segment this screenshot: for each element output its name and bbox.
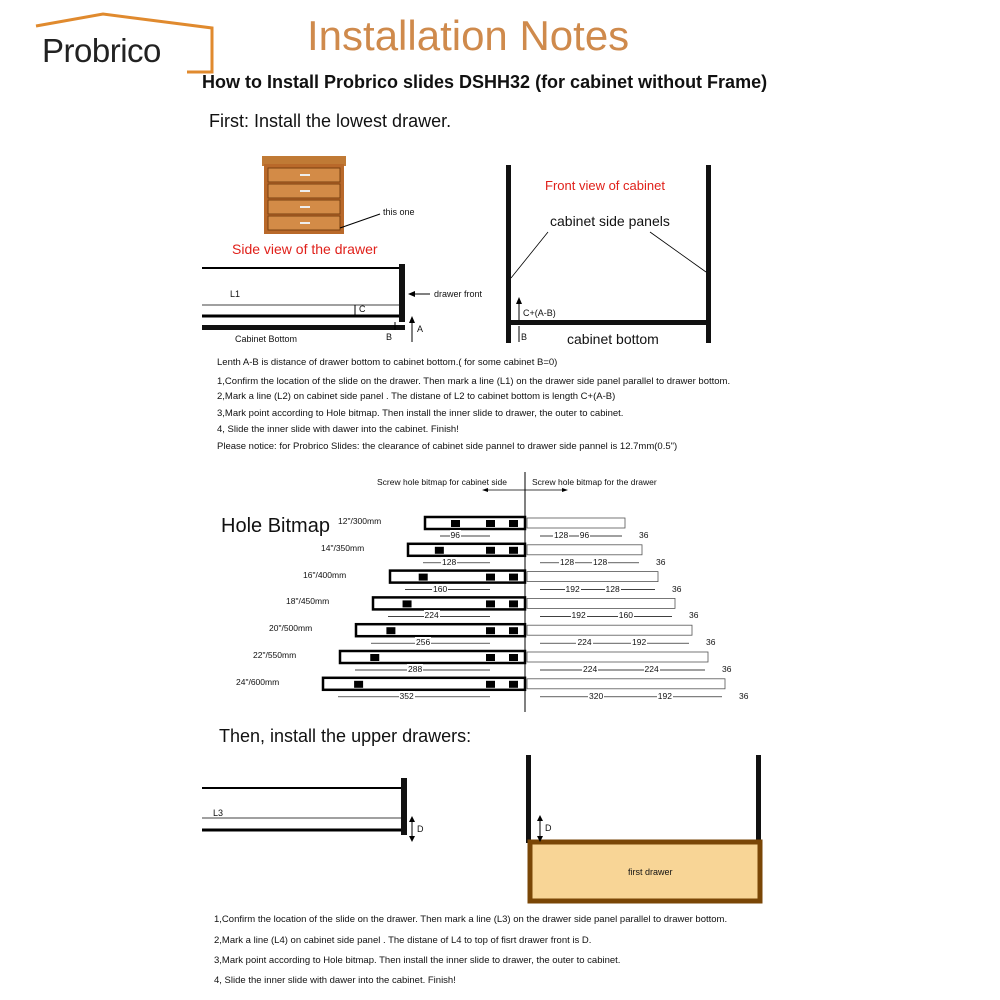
drawer-dimension-end: 36 bbox=[672, 583, 682, 594]
this-one-label: this one bbox=[383, 207, 415, 217]
hole-bitmap-marks bbox=[323, 517, 725, 697]
l3-label: L3 bbox=[213, 808, 224, 818]
front-b-label: B bbox=[521, 332, 528, 342]
cabinet-bitmap-label: Screw hole bitmap for cabinet side bbox=[377, 477, 507, 487]
page-subtitle: How to Install Probrico slides DSHH32 (for cabinet without Frame) bbox=[202, 72, 768, 92]
first-drawer-label: first drawer bbox=[628, 867, 673, 877]
screw-slot bbox=[370, 654, 379, 661]
screw-slot bbox=[486, 627, 495, 634]
c-ab-label: C+(A-B) bbox=[523, 308, 556, 318]
drawer-dimension-1: 192 bbox=[565, 583, 580, 594]
drawer-dimension-2: 224 bbox=[644, 664, 659, 674]
cabinet-dimension: 128 bbox=[442, 556, 457, 567]
l1-label: L1 bbox=[230, 289, 241, 299]
screw-slot bbox=[509, 681, 518, 688]
page-title: Installation Notes bbox=[307, 12, 630, 59]
first-section-heading: First: Install the lowest drawer. bbox=[209, 111, 452, 131]
slide-size-label: 22"/550mm bbox=[253, 650, 297, 660]
upper-note-1: 2,Mark a line (L4) on cabinet side panel . The distane of L4 to top of fisrt drawer front is D. bbox=[214, 935, 592, 946]
screw-slot bbox=[509, 547, 518, 554]
drawer-dimension-1: 224 bbox=[583, 664, 598, 674]
note-5: Please notice: for Probrico Slides: the clearance of cabinet side pannel to drawer side pannel is 12.7mm(0.5") bbox=[217, 441, 678, 452]
drawer-slide bbox=[527, 598, 675, 608]
screw-slot bbox=[486, 547, 495, 554]
hole-bitmap-heading: Hole Bitmap bbox=[221, 515, 330, 537]
upper-note-0: 1,Confirm the location of the slide on the drawer. Then mark a line (L3) on the drawer side panel parallel to drawer bottom. bbox=[214, 914, 728, 925]
drawer-dimension-2: 192 bbox=[657, 690, 672, 701]
drawer-dimension-2: 192 bbox=[632, 637, 647, 648]
side-panels-label: cabinet side panels bbox=[550, 213, 670, 229]
screw-slot bbox=[403, 600, 412, 607]
screw-slot bbox=[486, 681, 495, 688]
drawer-dimension-2: 96 bbox=[579, 530, 590, 540]
screw-slot bbox=[386, 627, 395, 634]
cabinet-dimension: 160 bbox=[433, 583, 448, 594]
drawer-dimension-2: 160 bbox=[618, 610, 633, 621]
drawer-dimension-end: 36 bbox=[722, 664, 732, 674]
note-0: Lenth A-B is distance of drawer bottom to cabinet bottom.( for some cabinet B=0) bbox=[217, 357, 558, 368]
upper-section-heading: Then, install the upper drawers: bbox=[219, 726, 472, 746]
cabinet-dimension: 352 bbox=[399, 690, 414, 701]
drawer-slide bbox=[527, 679, 725, 689]
b-label: B bbox=[386, 332, 393, 342]
cabinet-dimension: 256 bbox=[416, 637, 431, 648]
screw-slot bbox=[486, 574, 495, 581]
screw-slot bbox=[509, 574, 518, 581]
note-3: 3,Mark point according to Hole bitmap. Then install the inner slide to drawer, the outer to cabinet. bbox=[217, 408, 624, 419]
screw-slot bbox=[486, 520, 495, 527]
drawer-dimension-2: 128 bbox=[593, 556, 608, 567]
drawer-dimension-end: 36 bbox=[706, 637, 716, 648]
drawer-dimension-1: 192 bbox=[571, 610, 586, 621]
drawer-slide bbox=[527, 545, 642, 555]
screw-slot bbox=[486, 600, 495, 607]
cabinet-dimension: 288 bbox=[408, 664, 423, 674]
drawer-dimension-end: 36 bbox=[739, 690, 749, 701]
a-label: A bbox=[417, 324, 424, 334]
cabinet-slide bbox=[356, 624, 525, 636]
c-label: C bbox=[359, 304, 366, 314]
drawer-dimension-end: 36 bbox=[656, 556, 666, 567]
drawer-dimension-2: 128 bbox=[605, 583, 620, 594]
slide-size-label: 24"/600mm bbox=[236, 676, 280, 687]
drawer-dimension-1: 320 bbox=[589, 690, 604, 701]
drawer-slide bbox=[527, 652, 708, 662]
screw-slot bbox=[419, 574, 428, 581]
screw-slot bbox=[509, 654, 518, 661]
front-cabinet-bottom-label: cabinet bottom bbox=[567, 331, 659, 347]
drawer-dimension-end: 36 bbox=[639, 530, 649, 540]
drawer-slide bbox=[527, 572, 658, 582]
screw-slot bbox=[486, 654, 495, 661]
upper-note-3: 4, Slide the inner slide with dawer into the cabinet. Finish! bbox=[214, 975, 456, 986]
cabinet-slide bbox=[340, 651, 525, 663]
note-1: 1,Confirm the location of the slide on the drawer. Then mark a line (L1) on the drawer side panel parallel to drawer bottom. bbox=[217, 376, 731, 387]
upper-note-2: 3,Mark point according to Hole bitmap. Then install the inner slide to drawer, the outer to cabinet. bbox=[214, 955, 621, 966]
drawer-dimension-1: 128 bbox=[559, 556, 575, 567]
drawer-dimension-1: 128 bbox=[554, 530, 569, 540]
slide-size-label: 16"/400mm bbox=[303, 569, 347, 580]
cabinet-slide bbox=[373, 597, 525, 609]
screw-slot bbox=[435, 547, 444, 554]
note-4: 4, Slide the inner slide with dawer into the cabinet. Finish! bbox=[217, 424, 459, 435]
slide-size-label: 12"/300mm bbox=[338, 516, 382, 526]
slide-size-label: 20"/500mm bbox=[269, 623, 313, 634]
screw-slot bbox=[509, 627, 518, 634]
drawer-chest-image bbox=[262, 156, 380, 234]
cabinet-bottom-label: Cabinet Bottom bbox=[235, 334, 298, 344]
screw-slot bbox=[509, 600, 518, 607]
cabinet-slide bbox=[390, 571, 525, 583]
screw-slot bbox=[354, 681, 363, 688]
cabinet-dimension: 96 bbox=[450, 530, 460, 540]
cabinet-d-label: D bbox=[545, 823, 552, 833]
screw-slot bbox=[451, 520, 460, 527]
cabinet-slide bbox=[408, 544, 525, 556]
drawer-front-label: drawer front bbox=[434, 289, 483, 299]
drawer-bitmap-label: Screw hole bitmap for the drawer bbox=[532, 477, 657, 487]
drawer-dimension-end: 36 bbox=[689, 610, 699, 621]
drawer-dimension-1: 224 bbox=[577, 637, 592, 648]
logo-text: Probrico bbox=[42, 32, 161, 69]
d-label: D bbox=[417, 824, 424, 834]
side-view-caption: Side view of the drawer bbox=[232, 241, 378, 257]
slide-size-label: 18"/450mm bbox=[286, 596, 330, 607]
front-view-caption: Front view of cabinet bbox=[545, 178, 665, 193]
drawer-slide bbox=[527, 625, 692, 635]
screw-slot bbox=[509, 520, 518, 527]
note-2: 2,Mark a line (L2) on cabinet side panel . The distane of L2 to cabinet bottom is length C+(A-B) bbox=[217, 391, 616, 402]
cabinet-dimension: 224 bbox=[424, 610, 439, 621]
slide-size-label: 14"/350mm bbox=[321, 542, 365, 553]
drawer-slide bbox=[527, 518, 625, 528]
